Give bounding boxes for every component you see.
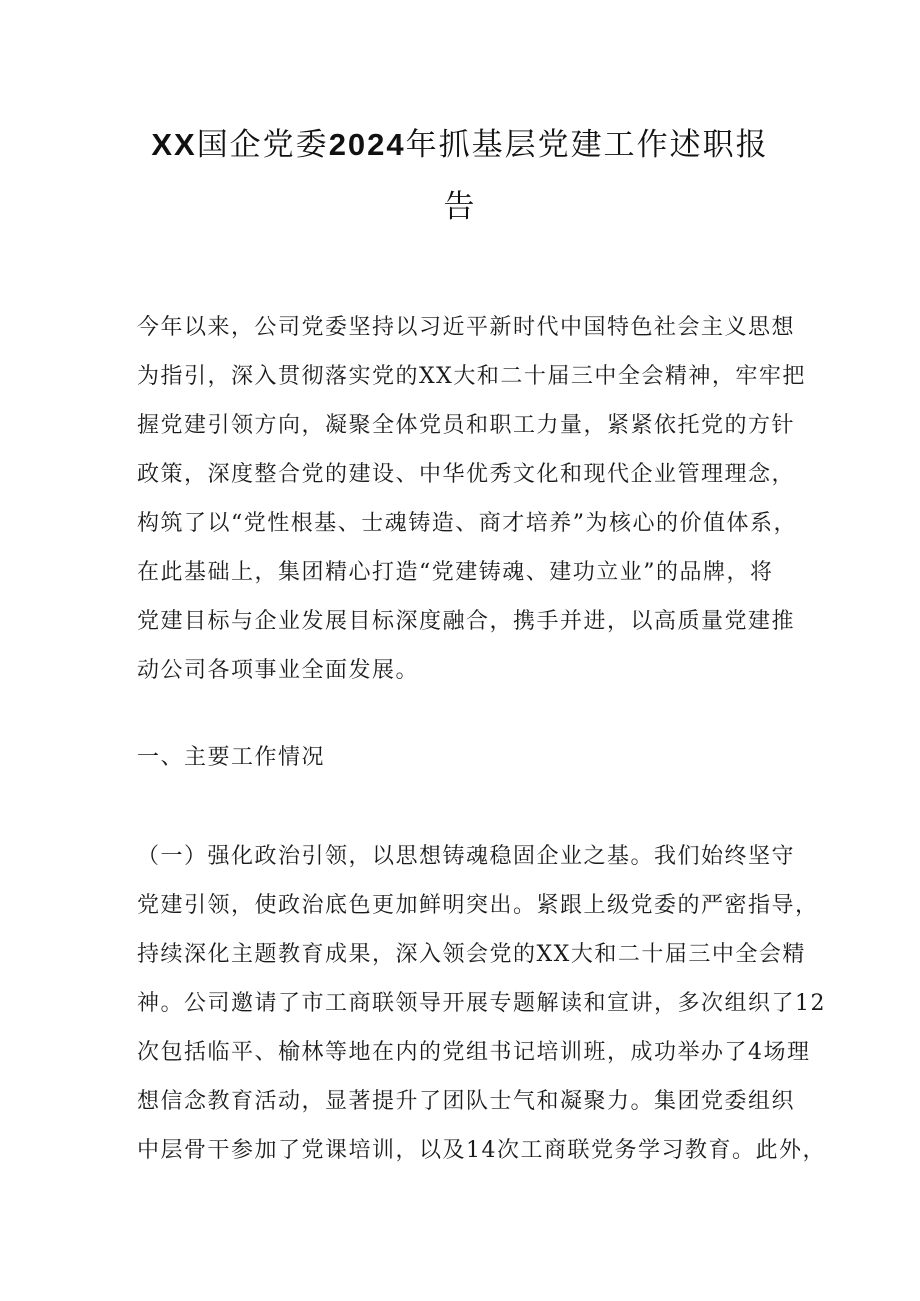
- document-title-continued: 告: [443, 189, 477, 225]
- section1-line: 持续深化主题教育成果，深入领会党的XX大和二十届三中全会精: [137, 942, 806, 967]
- title-prefix: XX: [151, 127, 197, 162]
- intro-line: 握党建引领方向，凝聚全体党员和职工力量，紧紧依托党的方针: [137, 413, 796, 438]
- title-mid: 国企党委: [196, 127, 329, 163]
- intro-line: 今年以来，公司党委坚持以习近平新时代中国特色社会主义思想: [137, 315, 796, 340]
- intro-line: 政策，深度整合党的建设、中华优秀文化和现代企业管理理念，: [137, 462, 796, 487]
- document-title: [130, 115, 790, 175]
- section1-line: （一）强化政治引领，以思想铸魂稳固企业之基。我们始终坚守: [137, 844, 796, 869]
- section1-paragraph: [137, 832, 826, 1175]
- intro-line: 党建目标与企业发展目标深度融合，携手并进，以高质量党建推: [137, 609, 796, 634]
- intro-paragraph: [137, 303, 806, 695]
- intro-line: 在此基础上，集团精心打造“党建铸魂、建功立业”的品牌，将: [137, 560, 774, 585]
- title-year: 2024: [328, 127, 406, 162]
- section-heading: 一、主要工作情况: [137, 745, 326, 770]
- section1-line: 神。公司邀请了市工商联领导开展专题解读和宣讲，多次组织了12: [137, 991, 826, 1016]
- title-suffix: 年抓基层党建工作述职报: [405, 127, 769, 163]
- section1-line: 党建引领，使政治底色更加鲜明突出。紧跟上级党委的严密指导，: [137, 893, 819, 918]
- intro-line: 为指引，深入贯彻落实党的XX大和二十届三中全会精神，牢牢把: [137, 364, 806, 389]
- section1-line: 想信念教育活动，显著提升了团队士气和凝聚力。集团党委组织: [137, 1089, 796, 1114]
- intro-line: 构筑了以“党性根基、士魂铸造、商才培养”为核心的价值体系，: [137, 511, 797, 536]
- intro-line: 动公司各项事业全面发展。: [137, 658, 420, 683]
- section1-line: 次包括临平、榆林等地在内的党组书记培训班，成功举办了4场理: [137, 1040, 811, 1065]
- section1-line: 中层骨干参加了党课培训，以及14次工商联党务学习教育。此外，: [137, 1138, 826, 1163]
